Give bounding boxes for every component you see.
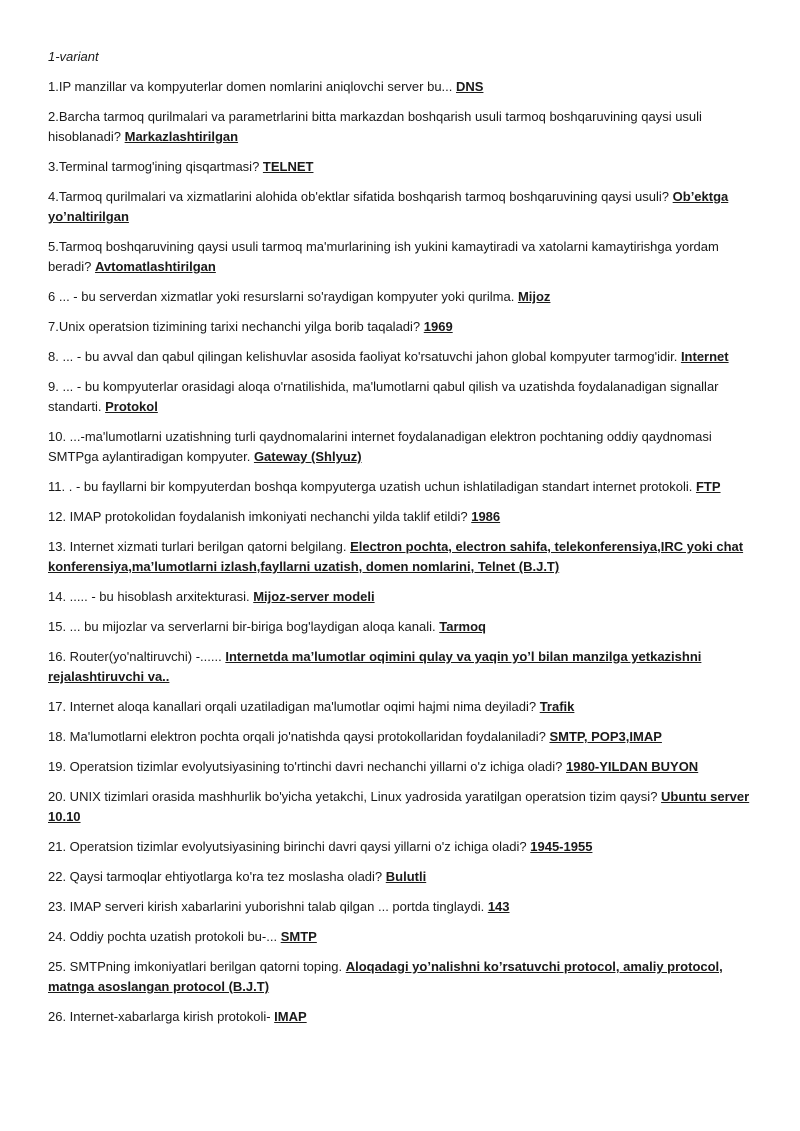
question-item	[48, 957, 760, 997]
answer-text: Ob’ektga yo’naltirilgan	[48, 189, 729, 224]
question-list	[48, 77, 760, 1027]
question-text: 20. UNIX tizimlari orasida mashhurlik bo'yicha yetakchi, Linux yadrosida yaratilgan operatsion tizim qaysi?	[48, 789, 662, 804]
answer-text: 1986	[471, 509, 501, 524]
answer-text: Ubuntu server 10.10	[48, 789, 750, 824]
question-item	[48, 287, 760, 307]
document-page	[48, 47, 760, 1037]
answer-text: Internetda ma’lumotlar oqimini qulay va yaqin yo’l bilan manzilga yetkazishni rejalashtiruvchi va..	[48, 649, 702, 684]
question-item	[48, 867, 760, 887]
question-text: 22. Qaysi tarmoqlar ehtiyotlarga ko'ra tez moslasha oladi?	[48, 869, 386, 884]
question-text: 9. ... - bu kompyuterlar orasidagi aloqa o'rnatilishida, ma'lumotlarni qabul qilish va uzatishda foydalanadigan signallar standarti.	[48, 379, 719, 414]
question-text: 25. SMTPning imkoniyatlari berilgan qatorni toping.	[48, 959, 346, 974]
question-text: 16. Router(yo'naltiruvchi) -......	[48, 649, 226, 664]
answer-text: 1980-YILDAN BUYON	[566, 759, 699, 774]
answer-text: Tarmoq	[439, 619, 486, 634]
document-title: 1-variant	[48, 49, 99, 64]
answer-text: Electron pochta, electron sahifa, telekonferensiya,IRC yoki chat konferensiya,ma’lumotlarni izlash,fayllarni uzatish, domen nomlarini, Telnet (B.J.T)	[48, 539, 744, 574]
question-text: 18. Ma'lumotlarni elektron pochta orqali jo'natishda qaysi protokollaridan foydalaniladi?	[48, 729, 550, 744]
question-text: 26. Internet-xabarlarga kirish protokoli-	[48, 1009, 275, 1024]
question-text: 11. . - bu fayllarni bir kompyuterdan boshqa kompyuterga uzatish uchun ishlatiladigan standart internet protokoli.	[48, 479, 696, 494]
question-item	[48, 587, 760, 607]
answer-text: FTP	[695, 479, 721, 494]
question-item	[48, 697, 760, 717]
question-text: 1.IP manzillar va kompyuterlar domen nomlarini aniqlovchi server bu...	[48, 79, 456, 94]
question-item	[48, 617, 760, 637]
question-item	[48, 897, 760, 917]
answer-text: DNS	[456, 79, 484, 94]
answer-text: IMAP	[274, 1009, 307, 1024]
answer-text: 1969	[423, 319, 453, 334]
question-text: 15. ... bu mijozlar va serverlarni bir-biriga bog'laydigan aloqa kanali.	[48, 619, 440, 634]
question-text: 10. ...-ma'lumotlarni uzatishning turli qaydnomalarini internet foydalanadigan elektron pochtaning oddiy qaydnomasi SMTPga aylantiradigan kompyuter.	[48, 429, 712, 464]
question-text: 23. IMAP serveri kirish xabarlarini yuborishni talab qilgan ... portda tinglaydi.	[48, 899, 488, 914]
answer-text: Avtomatlashtirilgan	[94, 259, 216, 274]
question-item	[48, 237, 760, 277]
question-text: 3.Terminal tarmog'ining qisqartmasi?	[48, 159, 263, 174]
question-text: 12. IMAP protokolidan foydalanish imkoniyati nechanchi yilda taklif etildi?	[48, 509, 472, 524]
question-item	[48, 107, 760, 147]
answer-text: Mijoz-server modeli	[253, 589, 375, 604]
question-text: 4.Tarmoq qurilmalari va xizmatlarini alohida ob'ektlar sifatida boshqarish tarmoq boshqaruvining qaysi usuli?	[48, 189, 673, 204]
question-item	[48, 317, 760, 337]
question-item	[48, 477, 760, 497]
answer-text: Mijoz	[517, 289, 551, 304]
question-item	[48, 927, 760, 947]
question-item	[48, 1007, 760, 1027]
question-item	[48, 77, 760, 97]
question-item	[48, 157, 760, 177]
answer-text: Bulutli	[385, 869, 427, 884]
question-item	[48, 377, 760, 417]
question-item	[48, 427, 760, 467]
answer-text: 1945-1955	[530, 839, 593, 854]
answer-text: Internet	[680, 349, 729, 364]
question-item	[48, 787, 760, 827]
answer-text: 143	[487, 899, 510, 914]
question-item	[48, 507, 760, 527]
answer-text: SMTP	[280, 929, 317, 944]
question-text: 13. Internet xizmati turlari berilgan qatorni belgilang.	[48, 539, 351, 554]
question-item	[48, 347, 760, 367]
question-text: 21. Operatsion tizimlar evolyutsiyasining birinchi davri qaysi yillarni o'z ichiga oladi?	[48, 839, 531, 854]
question-item	[48, 727, 760, 747]
question-text: 5.Tarmoq boshqaruvining qaysi usuli tarmoq ma'murlarining ish yukini kamaytiradi va xatolarni kamaytirishga yordam beradi?	[48, 239, 719, 274]
question-text: 17. Internet aloqa kanallari orqali uzatiladigan ma'lumotlar oqimi hajmi nima deyiladi?	[48, 699, 540, 714]
answer-text: Markazlashtirilgan	[124, 129, 239, 144]
question-text: 19. Operatsion tizimlar evolyutsiyasining to'rtinchi davri nechanchi yillarni o'z ichiga oladi?	[48, 759, 566, 774]
answer-text: Gateway (Shlyuz)	[253, 449, 362, 464]
question-item	[48, 757, 760, 777]
answer-text: SMTP, POP3,IMAP	[549, 729, 662, 744]
question-item	[48, 647, 760, 687]
question-item	[48, 537, 760, 577]
answer-text: Protokol	[105, 399, 158, 414]
question-text: 14. ..... - bu hisoblash arxitekturasi.	[48, 589, 254, 604]
question-item	[48, 837, 760, 857]
answer-text: Trafik	[539, 699, 575, 714]
answer-text: TELNET	[262, 159, 314, 174]
answer-text: Aloqadagi yo’nalishni ko’rsatuvchi protocol, amaliy protocol, matnga asoslangan protocol (B.J.T)	[48, 959, 723, 994]
question-text: 2.Barcha tarmoq qurilmalari va parametrlarini bitta markazdan boshqarish usuli tarmoq boshqaruvining qaysi usuli hisoblanadi?	[48, 109, 702, 144]
question-text: 24. Oddiy pochta uzatish protokoli bu-...	[48, 929, 281, 944]
question-text: 8. ... - bu avval dan qabul qilingan kelishuvlar asosida faoliyat ko'rsatuvchi jahon global kompyuter tarmog'idir.	[48, 349, 681, 364]
question-text: 7.Unix operatsion tizimining tarixi nechanchi yilga borib taqaladi?	[48, 319, 424, 334]
question-text: 6 ... - bu serverdan xizmatlar yoki resurslarni so'raydigan kompyuter yoki qurilma.	[48, 289, 518, 304]
question-item	[48, 187, 760, 227]
